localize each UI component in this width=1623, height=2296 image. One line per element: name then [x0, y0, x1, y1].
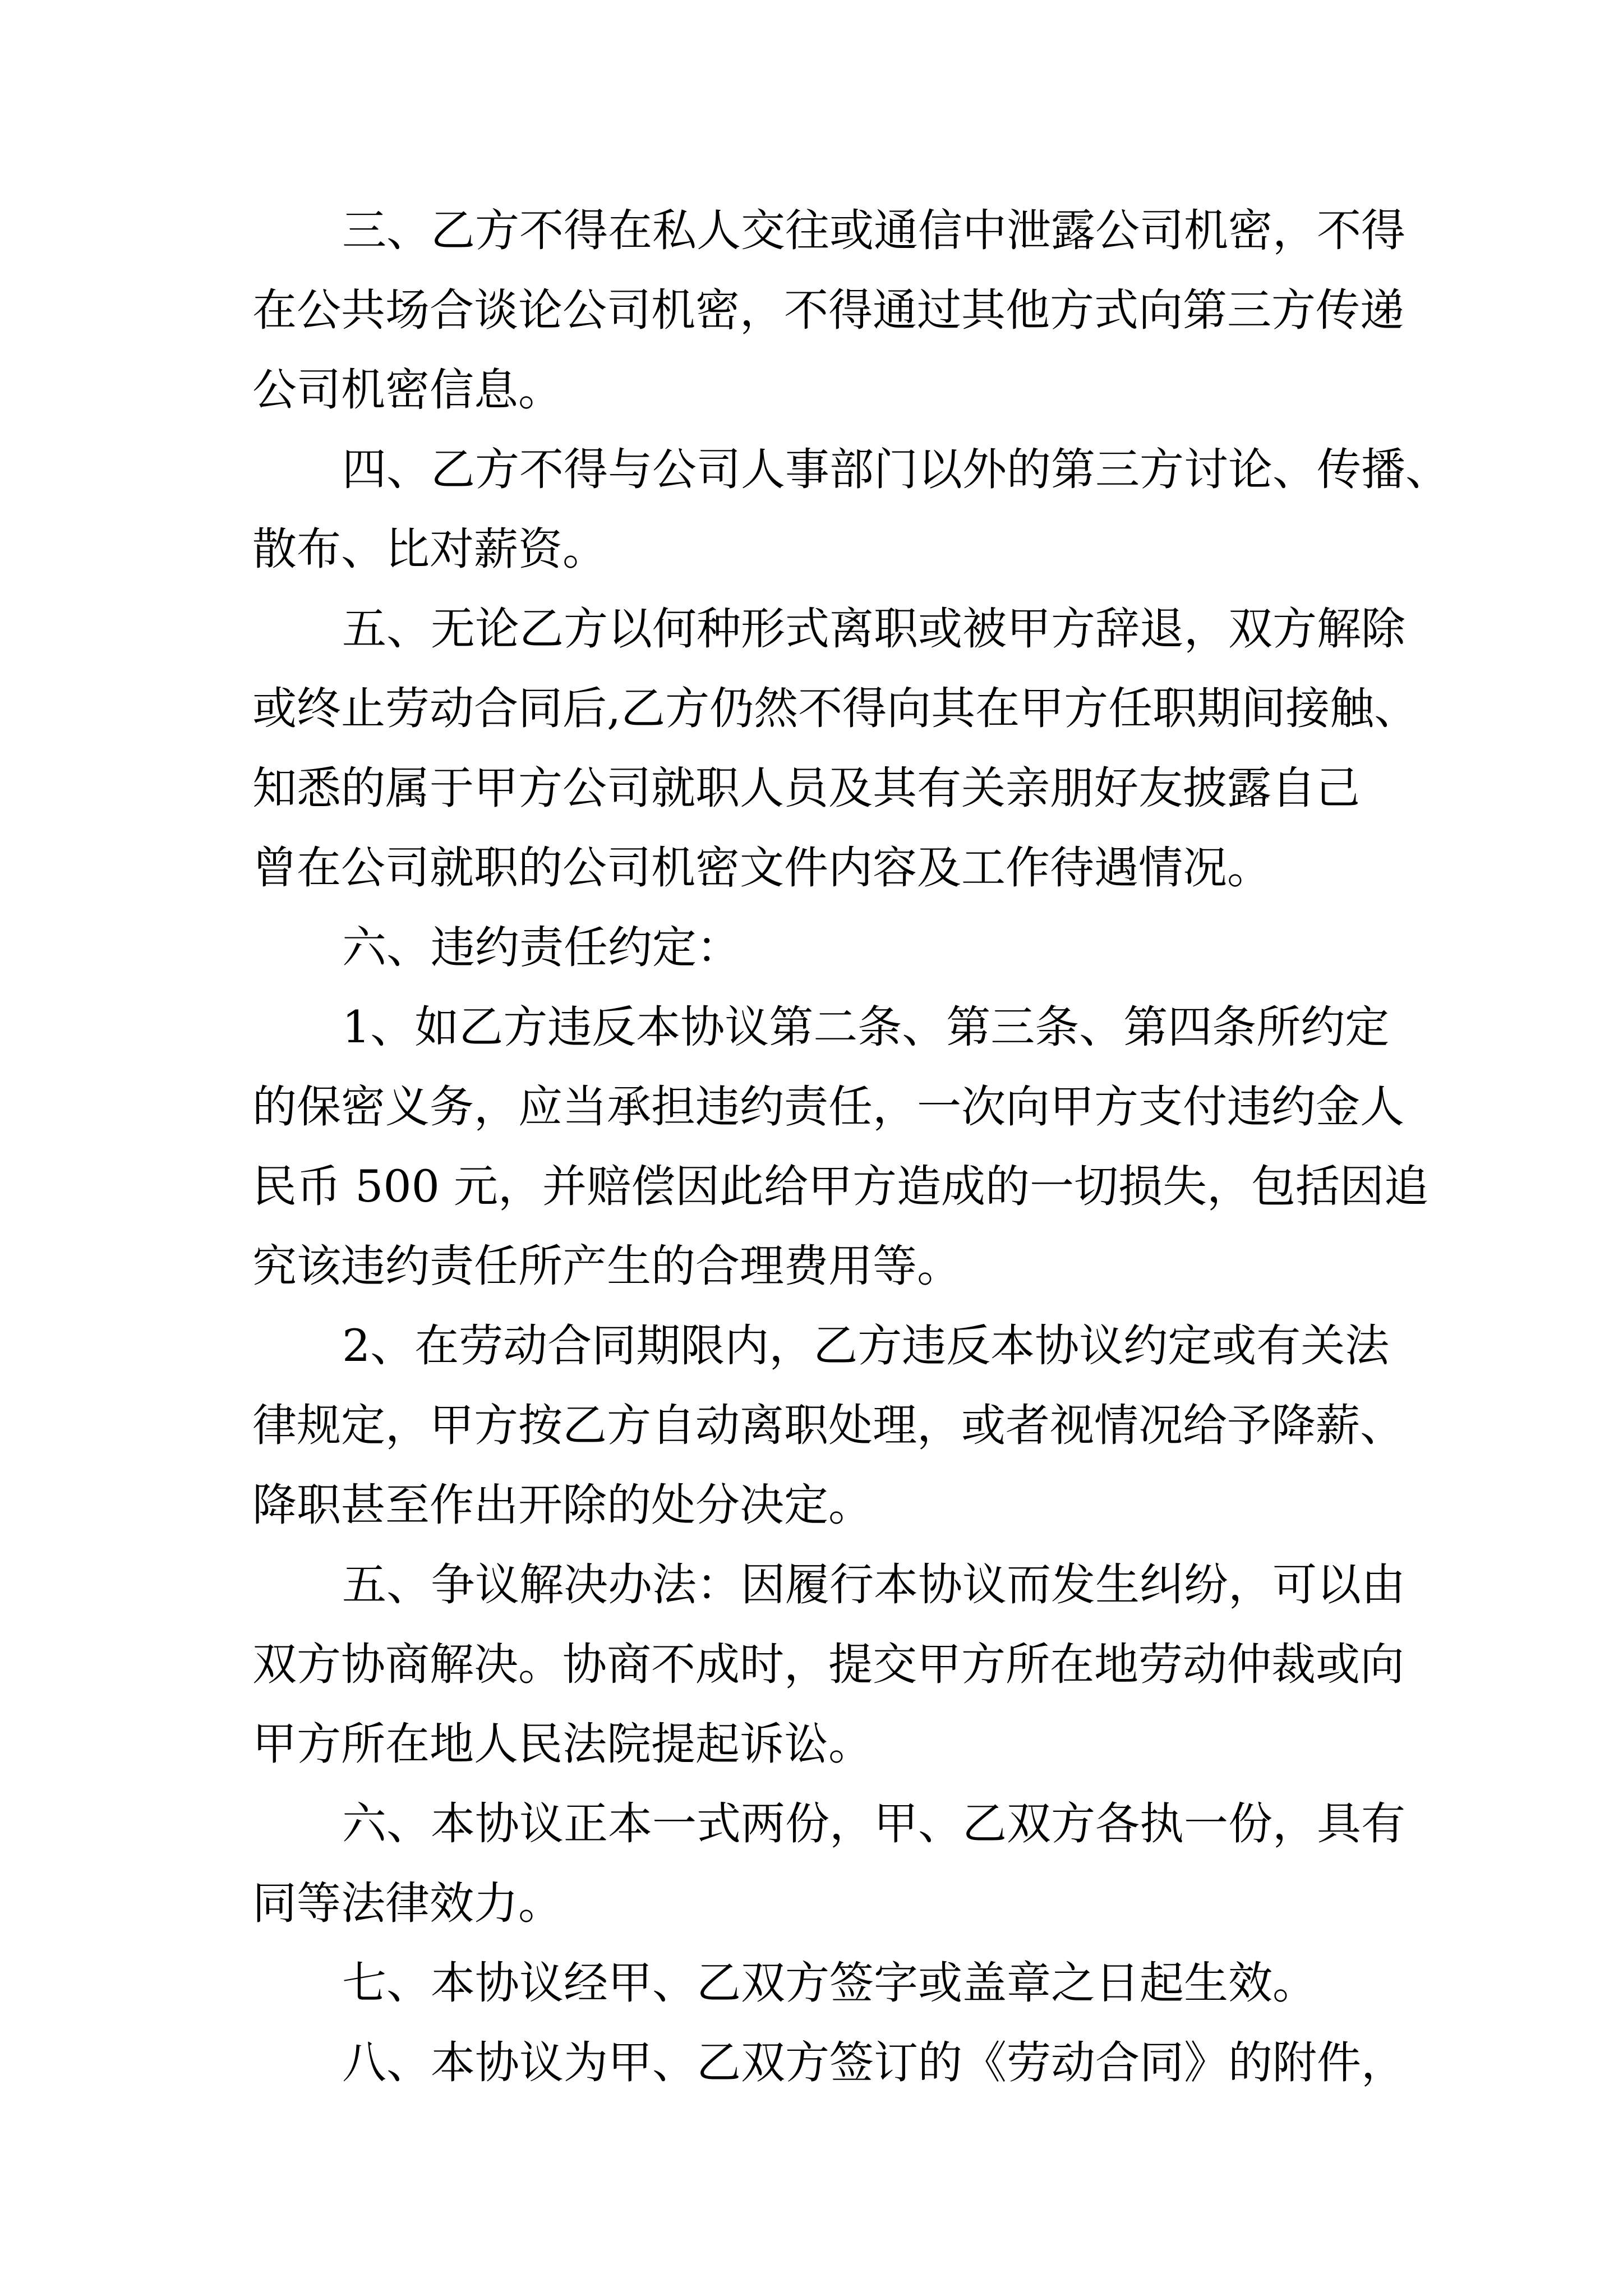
text-line: 律规定，甲方按乙方自动离职处理，或者视情况给予降薪、 [252, 1400, 1404, 1451]
text-line: 散布、比对薪资。 [252, 523, 607, 575]
text-line: 或终止劳动合同后,乙方仍然不得向其在甲方任职期间接触、 [252, 683, 1419, 734]
text-line: 双方协商解决。协商不成时，提交甲方所在地劳动仲裁或向 [252, 1639, 1404, 1690]
text-line: 六、违约责任约定： [342, 922, 741, 973]
text-line: 七、本协议经甲、乙双方签字或盖章之日起生效。 [342, 1957, 1317, 2009]
text-line: 降职甚至作出开除的处分决定。 [252, 1479, 873, 1531]
text-line: 在公共场合谈论公司机密，不得通过其他方式向第三方传递 [252, 284, 1404, 336]
text-line: 公司机密信息。 [252, 364, 562, 416]
text-line: 究该违约责任所产生的合理费用等。 [252, 1240, 961, 1292]
document-body [252, 191, 1450, 2102]
text-line: 民币 500 元，并赔偿因此给甲方造成的一切损失，包括因追 [252, 1161, 1429, 1212]
text-line: 2、在劳动合同期限内，乙方违反本协议约定或有关法 [342, 1320, 1390, 1372]
text-line: 五、无论乙方以何种形式离职或被甲方辞退，双方解除 [342, 603, 1405, 655]
text-line: 三、乙方不得在私人交往或通信中泄露公司机密，不得 [342, 205, 1405, 256]
text-line: 知悉的属于甲方公司就职人员及其有关亲朋好友披露自己 [252, 762, 1360, 814]
text-line: 同等法律效力。 [252, 1878, 562, 1929]
text-line: 四、乙方不得与公司人事部门以外的第三方讨论、传播、 [342, 444, 1450, 495]
text-line: 1、如乙方违反本协议第二条、第三条、第四条所约定 [342, 1001, 1390, 1053]
text-line: 六、本协议正本一式两份，甲、乙双方各执一份，具有 [342, 1798, 1405, 1849]
text-line: 的保密义务，应当承担违约责任，一次向甲方支付违约金人 [252, 1081, 1404, 1133]
text-line: 甲方所在地人民法院提起诉讼。 [252, 1718, 873, 1770]
text-line: 五、争议解决办法：因履行本协议而发生纠纷，可以由 [342, 1559, 1405, 1611]
text-line: 曾在公司就职的公司机密文件内容及工作待遇情况。 [252, 842, 1271, 894]
text-line: 八、本协议为甲、乙双方签订的《劳动合同》的附件， [342, 2037, 1405, 2088]
